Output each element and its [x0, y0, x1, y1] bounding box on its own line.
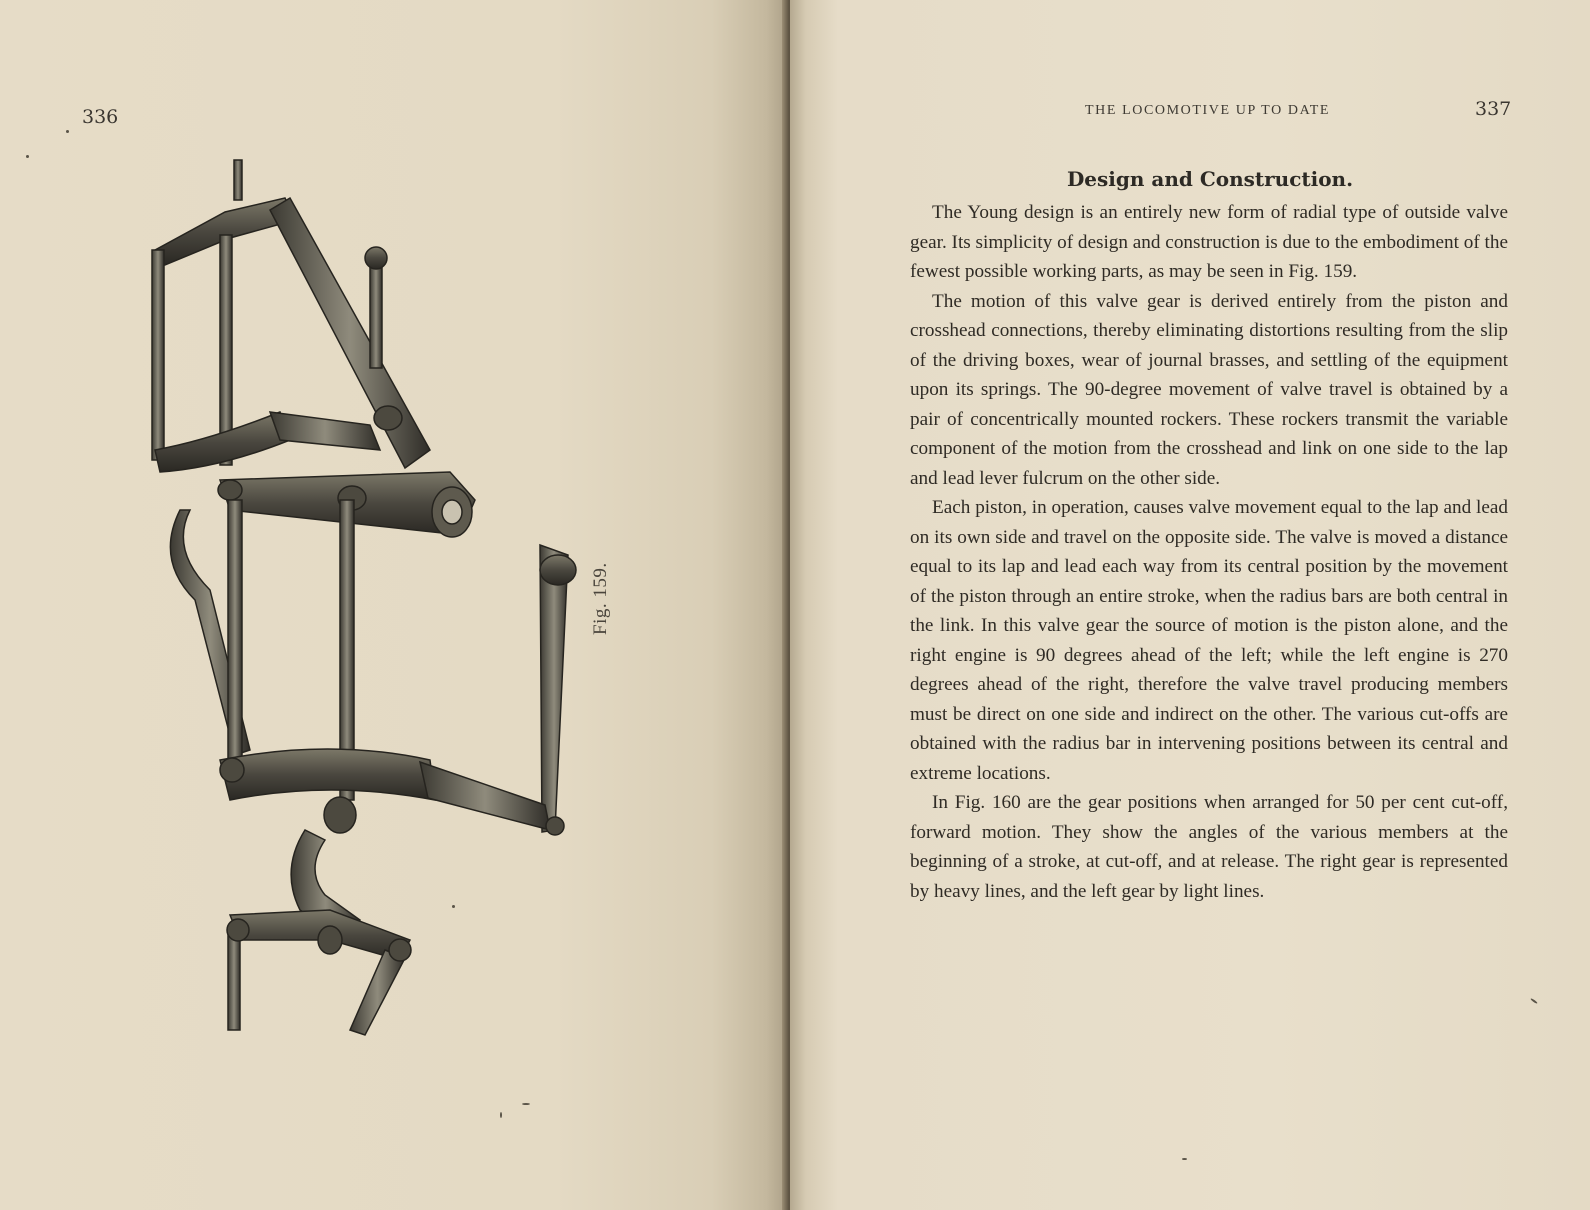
- right-page: [790, 0, 1590, 1210]
- paper-speck: [1182, 1158, 1187, 1160]
- paper-speck: [26, 155, 29, 158]
- section-heading: Design and Construction.: [1066, 167, 1354, 191]
- paragraph: Each piston, in operation, causes valve movement equal to the lap and lead on its own side and travel on the opposite side. The valve is moved a distance equal to its lap and lead each way from its central position by the movement of the piston through an entire stroke, when the radius bars are both central in the link. In this valve gear the source of motion is the piston alone, and the right engine is 90 degrees ahead of the left; while the left engine is 270 degrees ahead of the right, therefore the valve travel producing members must be direct on one side and indirect on the other. The various cut-offs are obtained with the radius bar in intervening positions between its central and extreme locations.: [910, 497, 1508, 784]
- upper-frame: [152, 160, 475, 537]
- middle-frame: [170, 500, 576, 835]
- paragraph: The motion of this valve gear is derived entirely from the piston and crosshead connections, thereby eliminating distortions resulting from the slip of the driving boxes, wear of journal brasses, and settling of the equipment upon its springs. The 90-degree movement of valve travel is obtained by a pair of concentrically mounted rockers. These rockers transmit the variable component of the motion from the crosshead and link on one side to the lap and lead lever fulcrum on the other side.: [910, 290, 1508, 489]
- left-page: [0, 0, 790, 1210]
- right-page-number: 337: [1475, 98, 1512, 120]
- paper-speck: [452, 905, 455, 908]
- body-text: [910, 198, 1508, 906]
- paper-speck: [522, 1103, 530, 1105]
- paper-speck: [66, 130, 69, 133]
- valve-gear-illustration: [130, 150, 600, 1050]
- paper-speck: [500, 1112, 502, 1118]
- left-page-number: 336: [82, 106, 119, 128]
- paragraph: In Fig. 160 are the gear positions when arranged for 50 per cent cut-off, forward motion. They show the angles of the various members at the beginning of a stroke, at cut-off, and at release. The right gear is represented by heavy lines, and the left gear by light lines.: [910, 792, 1508, 902]
- figure-caption: Fig. 159.: [590, 562, 611, 635]
- lower-frame: [227, 830, 411, 1035]
- running-head: THE LOCOMOTIVE UP TO DATE: [1085, 103, 1331, 118]
- paper-speck: [1530, 998, 1538, 1004]
- paragraph: The Young design is an entirely new form of radial type of outside valve gear. Its simplicity of design and construction is due to the embodiment of the fewest possible working parts, as may be seen in Fig. 159.: [910, 202, 1508, 282]
